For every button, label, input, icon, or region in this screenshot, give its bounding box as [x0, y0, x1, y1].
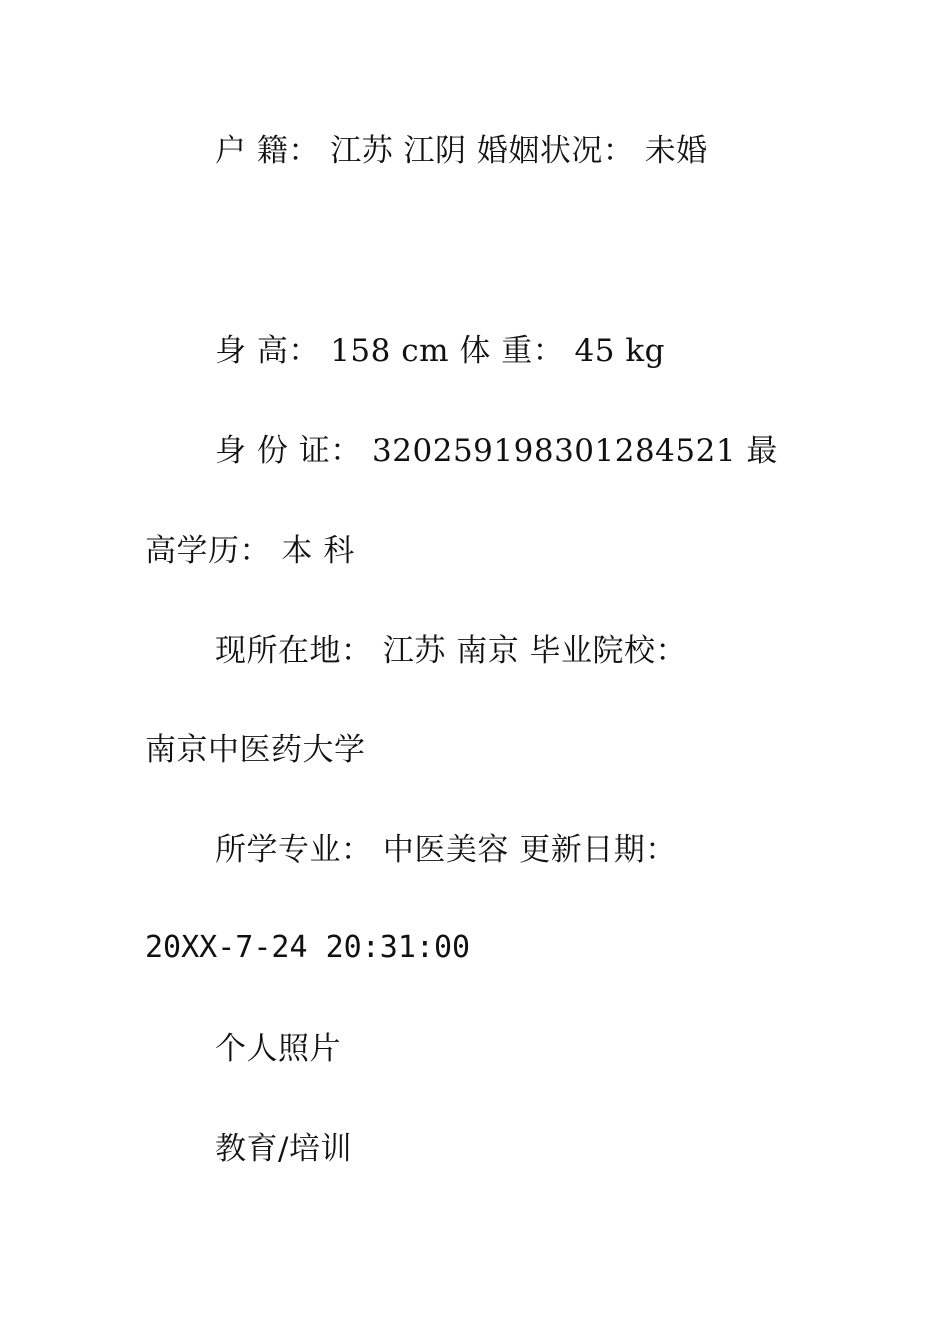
personal-photo-heading: 个人照片	[215, 1031, 341, 1067]
major-update-date-label-line: 所学专业： 中医美容 更新日期：	[215, 832, 677, 868]
hometown-marital-status-line: 户 籍： 江苏 江阴 婚姻状况： 未婚	[215, 133, 708, 169]
height-weight-line: 身 高： 158 cm 体 重： 45 kg	[215, 333, 665, 369]
current-location-school-label-line: 现所在地： 江苏 南京 毕业院校：	[215, 633, 688, 669]
school-name-line: 南京中医药大学	[145, 732, 366, 768]
update-date-line: 20XX-7-24 20:31:00	[145, 930, 471, 965]
education-training-heading: 教育/培训	[215, 1131, 352, 1167]
id-number-line: 身 份 证： 320259198301284521 最	[215, 433, 778, 469]
highest-education-line: 高学历： 本 科	[145, 533, 355, 569]
